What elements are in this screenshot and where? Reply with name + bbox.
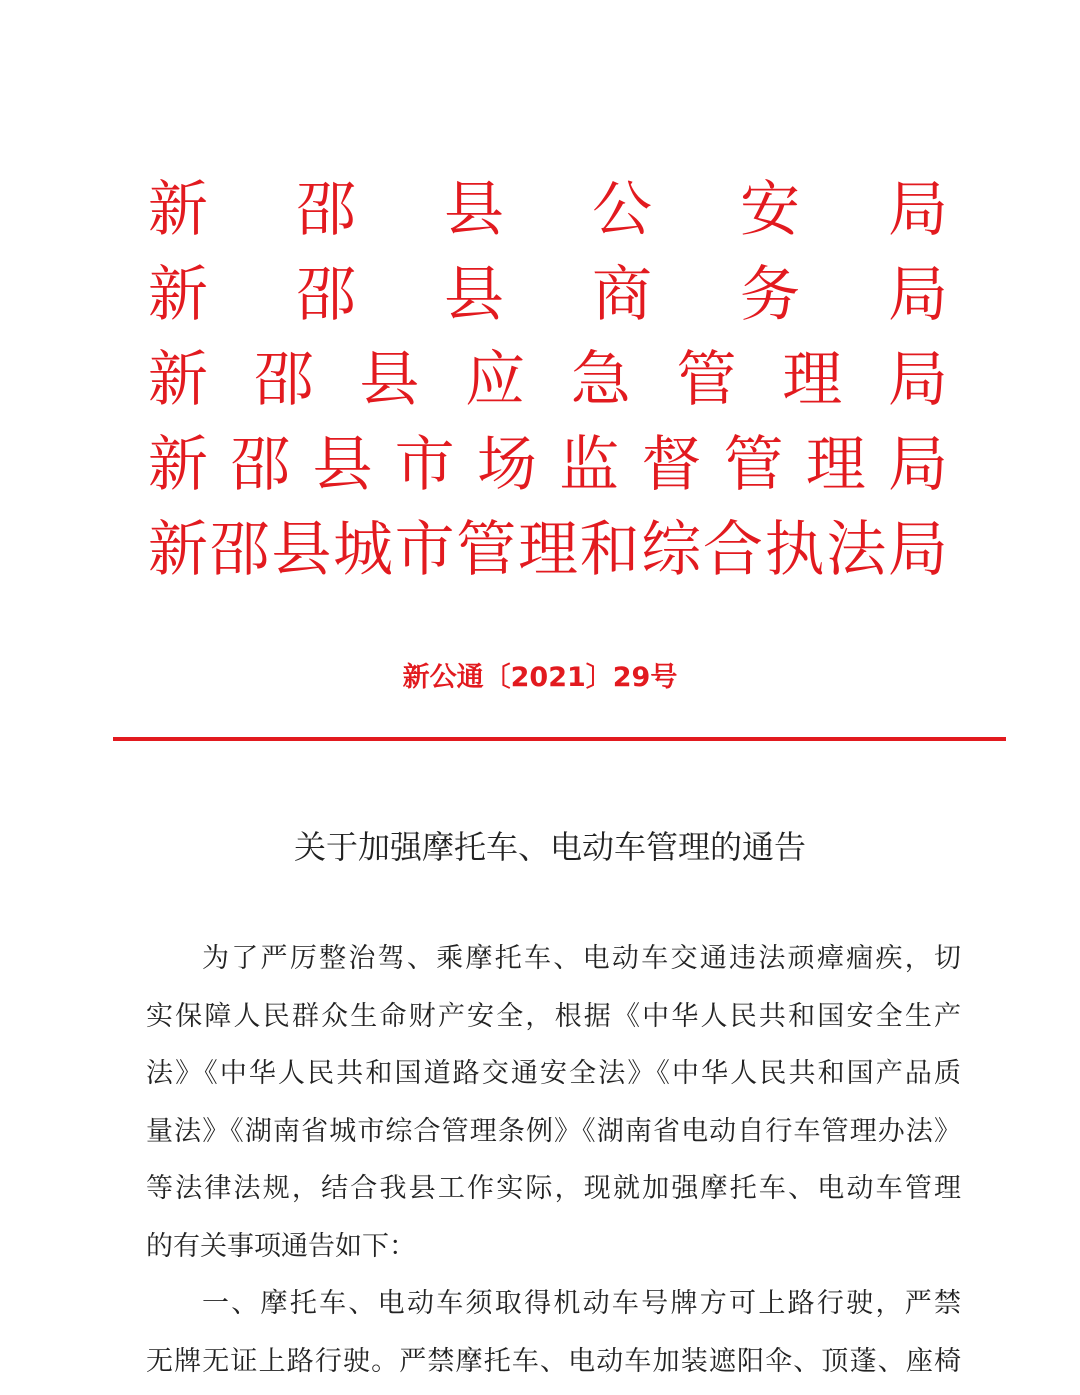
issuer-char: 合: [703, 508, 763, 593]
issuer-char: 督: [641, 423, 701, 508]
body-line: 量法》《湖南省城市综合管理条例》《湖南省电动自行车管理办法》: [146, 1108, 961, 1166]
issuer-char: 局: [888, 168, 948, 253]
issuer-line: [148, 253, 948, 338]
issuer-char: 理: [782, 338, 842, 423]
issuer-char: 城: [333, 508, 393, 593]
issuer-char: 县: [271, 508, 331, 593]
issuer-char: 县: [359, 338, 419, 423]
issuer-char: 务: [740, 253, 800, 338]
issuer-char: 安: [740, 168, 800, 253]
issuing-authorities: [148, 168, 948, 593]
issuer-char: 应: [465, 338, 525, 423]
issuer-char: 公: [592, 168, 652, 253]
body-line: 等法律法规，结合我县工作实际，现就加强摩托车、电动车管理: [146, 1165, 961, 1223]
issuer-char: 局: [888, 338, 948, 423]
issuer-char: 管: [724, 423, 784, 508]
issuer-char: 新: [148, 253, 208, 338]
body-line: 为了严厉整治驾、乘摩托车、电动车交通违法顽瘴痼疾，切: [146, 935, 961, 993]
issuer-line: [148, 508, 948, 593]
issuer-char: 邵: [296, 168, 356, 253]
issuer-char: 市: [395, 423, 455, 508]
issuer-char: 综: [641, 508, 701, 593]
notice-body: [146, 935, 961, 1395]
issuer-char: 县: [312, 423, 372, 508]
notice-title: 关于加强摩托车、电动车管理的通告: [0, 822, 1080, 868]
body-line: 实保障人民群众生命财产安全，根据《中华人民共和国安全生产: [146, 993, 961, 1051]
issuer-char: 局: [888, 423, 948, 508]
issuer-line: [148, 338, 948, 423]
issuer-char: 监: [559, 423, 619, 508]
issuer-char: 县: [444, 253, 504, 338]
issuer-char: 局: [888, 253, 948, 338]
body-line: 的有关事项通告如下：: [146, 1223, 961, 1281]
issuer-char: 县: [444, 168, 504, 253]
issuer-char: 邵: [210, 508, 270, 593]
issuer-char: 理: [518, 508, 578, 593]
red-divider-line: [113, 737, 1006, 741]
issuer-char: 新: [148, 168, 208, 253]
issuer-char: 理: [806, 423, 866, 508]
issuer-char: 邵: [230, 423, 290, 508]
issuer-char: 局: [888, 508, 948, 593]
body-line: 一、摩托车、电动车须取得机动车号牌方可上路行驶，严禁: [146, 1280, 961, 1338]
issuer-char: 商: [592, 253, 652, 338]
issuer-char: 执: [765, 508, 825, 593]
issuer-char: 急: [571, 338, 631, 423]
issuer-char: 邵: [296, 253, 356, 338]
issuer-char: 新: [148, 423, 208, 508]
issuer-char: 管: [677, 338, 737, 423]
issuer-char: 新: [148, 508, 208, 593]
document-number: 新公通〔2021〕29号: [0, 655, 1080, 694]
issuer-char: 管: [456, 508, 516, 593]
issuer-char: 市: [395, 508, 455, 593]
body-line: 无牌无证上路行驶。严禁摩托车、电动车加装遮阳伞、顶蓬、座椅: [146, 1338, 961, 1395]
body-line: 法》《中华人民共和国道路交通安全法》《中华人民共和国产品质: [146, 1050, 961, 1108]
issuer-char: 邵: [254, 338, 314, 423]
issuer-char: 新: [148, 338, 208, 423]
issuer-char: 和: [580, 508, 640, 593]
issuer-line: [148, 423, 948, 508]
issuer-char: 场: [477, 423, 537, 508]
issuer-line: [148, 168, 948, 253]
issuer-char: 法: [826, 508, 886, 593]
